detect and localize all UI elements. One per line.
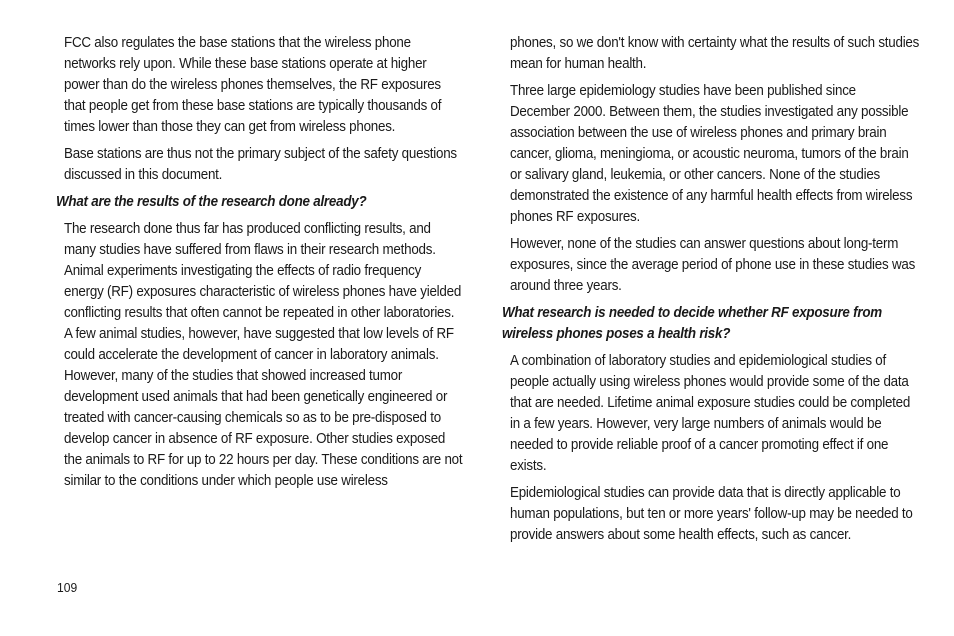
paragraph-base-stations-not-primary: Base stations are thus not the primary subject of the safety questions discussed in this document. bbox=[64, 146, 457, 183]
paragraph-epidemiological-data: Epidemiological studies can provide data that is directly applicable to human populations, but ten or more years' follow-up may be needed to provide answers about some health effects, such as cancer. bbox=[510, 485, 913, 543]
paragraph-combination-studies: A combination of laboratory studies and epidemiological studies of people actually using wireless phones would provide some of the data that are needed. Lifetime animal exposure studies could be completed in a few years. However, very large numbers of animals would be needed to provide reliable proof of a cancer promoting effect if one exists. bbox=[510, 353, 911, 474]
paragraph-long-term-exposures: However, none of the studies can answer questions about long-term exposures, since the average period of phone use in these studies was around three years. bbox=[510, 236, 916, 294]
right-column bbox=[502, 33, 920, 552]
paragraph-research-conflicting: The research done thus far has produced conflicting results, and many studies have suffered from flaws in their research methods. Animal experiments investigating the effects of radio frequency energy (RF) exposures characteristic of wireless phones have yielded conflicting results that often cannot be repeated in other laboratories. A few animal studies, however, have suggested that low levels of RF could accelerate the development of cancer in laboratory animals. However, many of the studies that showed increased tumor development used animals that had been genetically engineered or treated with cancer-causing chemicals so as to be pre-disposed to develop cancer in absence of RF exposure. Other studies exposed the animals to RF for up to 22 hours per day. These conditions are not similar to the conditions under which people use wireless bbox=[64, 221, 463, 489]
left-column bbox=[56, 33, 463, 498]
heading-research-results: What are the results of the research done already? bbox=[56, 194, 367, 210]
heading-research-needed: What research is needed to decide whether RF exposure from wireless phones poses a health risk? bbox=[502, 305, 882, 342]
paragraph-human-health: phones, so we don't know with certainty what the results of such studies mean for human health. bbox=[510, 35, 920, 72]
page-number: 109 bbox=[57, 580, 78, 595]
paragraph-fcc-base-stations: FCC also regulates the base stations that the wireless phone networks rely upon. While these base stations operate at higher power than do the wireless phones themselves, the RF exposures that people get from these base stations are typically thousands of times lower than those they can get from wireless phones. bbox=[64, 35, 442, 135]
paragraph-epidemiology-studies: Three large epidemiology studies have been published since December 2000. Between them, the studies investigated any possible association between the use of wireless phones and primary brain cancer, glioma, meningioma, or acoustic neuroma, tumors of the brain or salivary gland, leukemia, or other cancers. None of the studies demonstrated the existence of any harmful health effects from wireless phones RF exposures. bbox=[510, 83, 913, 225]
